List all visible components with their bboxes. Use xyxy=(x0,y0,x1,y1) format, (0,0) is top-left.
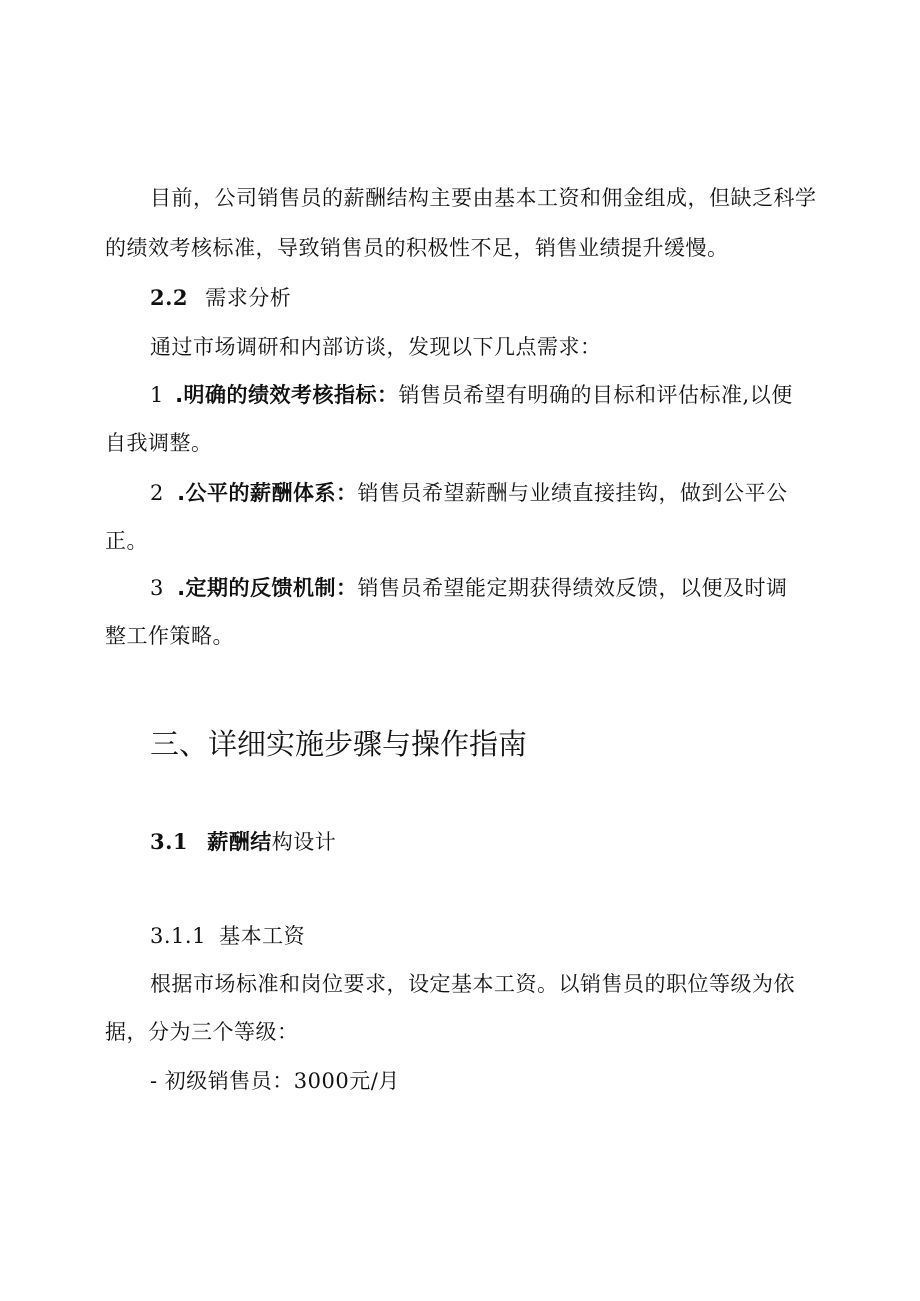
list-item-label: .定期的反馈机制： xyxy=(177,576,358,600)
paragraph-line: 根据市场标准和岗位要求，设定基本工资。以销售员的职位等级为依 xyxy=(150,972,795,996)
list-item-text: 销售员希望薪酬与业绩直接挂钩，做到公平公 xyxy=(357,481,788,505)
list-item xyxy=(150,573,788,603)
list-item-continuation: 正。 xyxy=(105,529,148,553)
section-title-bold: 薪酬结 xyxy=(207,830,272,854)
list-item-number: 2 xyxy=(150,481,164,505)
list-item-text: 销售员希望有明确的目标和评估标准,以便 xyxy=(398,383,793,407)
list-item-label: .公平的薪酬体系： xyxy=(177,481,358,505)
paragraph-line: 目前，公司销售员的薪酬结构主要由基本工资和佣金组成，但缺乏科学 xyxy=(150,186,817,210)
list-item xyxy=(150,478,788,508)
section-title: 需求分析 xyxy=(205,286,292,310)
section-title-rest: 构设计 xyxy=(271,830,337,854)
paragraph-line: 通过市场调研和内部访谈，发现以下几点需求： xyxy=(150,335,602,359)
section-heading-3-1 xyxy=(150,827,336,857)
subsection-number: 3.1.1 xyxy=(150,924,206,948)
paragraph-line: 的绩效考核标准，导致销售员的积极性不足，销售业绩提升缓慢。 xyxy=(105,236,729,260)
list-item-continuation: 整工作策略。 xyxy=(105,624,234,648)
list-item-number: 3 xyxy=(150,576,164,600)
list-item: - 初级销售员：3000元/月 xyxy=(150,1069,400,1093)
list-item-continuation: 自我调整。 xyxy=(105,431,213,455)
paragraph-line: 据，分为三个等级： xyxy=(105,1020,299,1044)
section-number: 2.2 xyxy=(150,285,189,310)
chapter-heading: 三、详细实施步骤与操作指南 xyxy=(150,727,528,761)
list-item-number: 1 xyxy=(150,383,164,407)
subsection-title: 基本工资 xyxy=(219,924,306,948)
section-number: 3.1 xyxy=(150,829,189,854)
section-heading-2-2 xyxy=(150,283,291,313)
subsection-heading-3-1-1 xyxy=(150,921,305,951)
list-item xyxy=(150,380,793,410)
list-item-text: 销售员希望能定期获得绩效反馈，以便及时调 xyxy=(357,576,788,600)
list-item-label: .明确的绩效考核指标： xyxy=(175,383,399,407)
